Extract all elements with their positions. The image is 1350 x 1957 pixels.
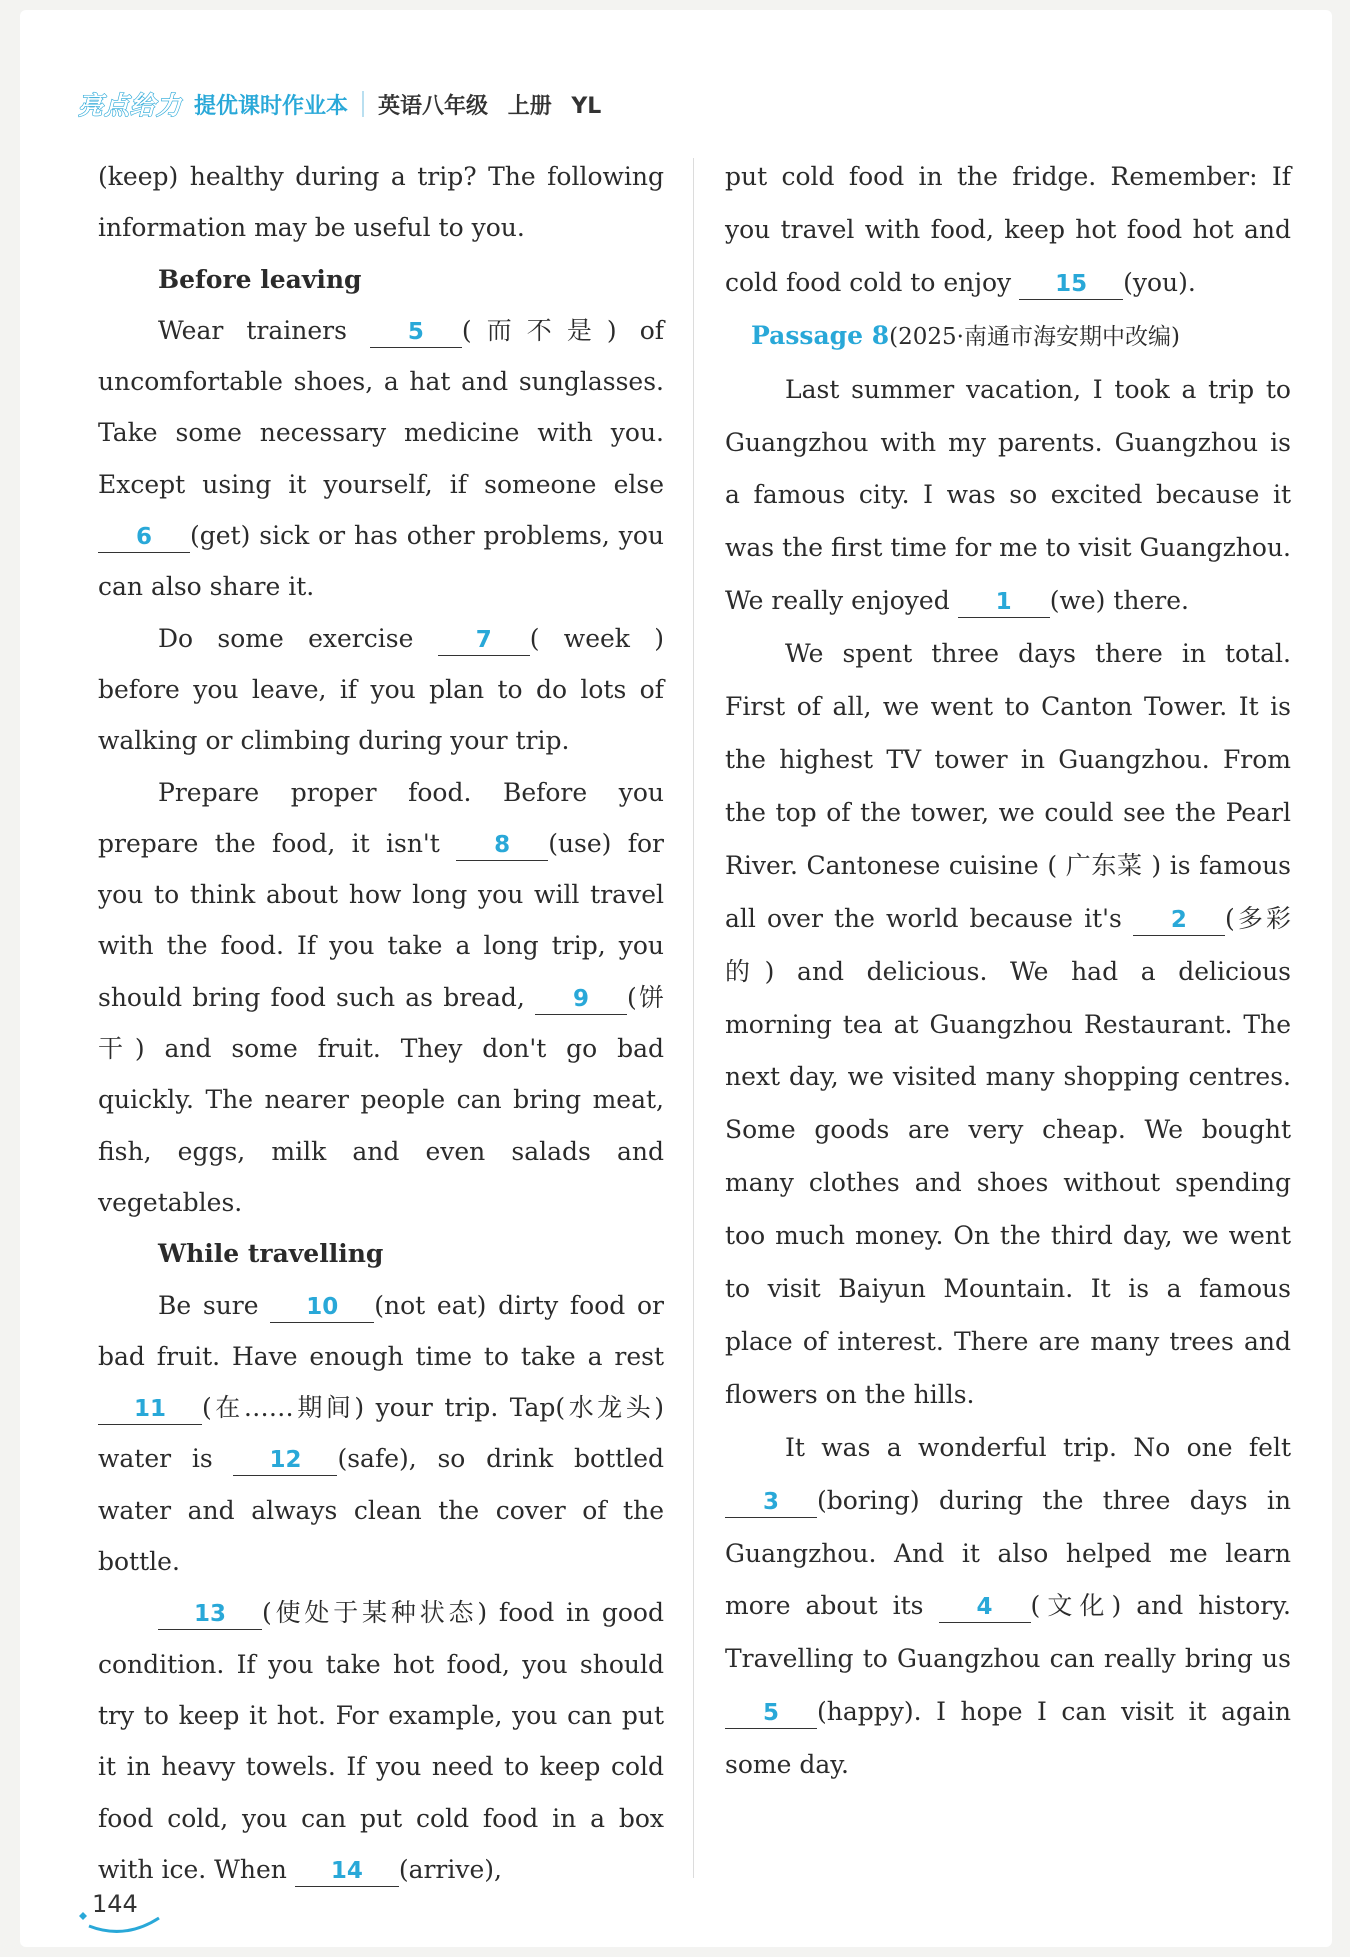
passage-source: (2025·南通市海安期中改编) (889, 323, 1180, 350)
answer-blank[interactable]: 13 (158, 1598, 262, 1630)
answer-blank[interactable]: 10 (270, 1291, 374, 1323)
answer-blank[interactable]: 5 (370, 316, 462, 348)
paragraph: 13 (使处于某种状态) food in good condition. If you take hot food, you should try to keep it hot. For example, you can put it in heavy towels. If you need to keep cold food cold, you can put cold food in a box with ice. When 14 (arrive), (98, 1587, 664, 1895)
page-header (78, 86, 601, 122)
answer-blank[interactable]: 8 (456, 829, 548, 861)
page-number: 144 (92, 1890, 138, 1918)
left-column (98, 151, 664, 1895)
answer-blank[interactable]: 15 (1019, 268, 1123, 300)
answer-blank[interactable]: 3 (725, 1486, 817, 1518)
paragraph: Prepare proper food. Before you prepare the food, it isn't 8 (use) for you to think about how long you will travel with the food. If you take a long trip, you should bring food such as bread, 9 (饼干) and some fruit. They don't go bad quickly. The nearer people can bring meat, fish, eggs, milk and even salads and vegetables. (98, 777, 665, 1217)
series-title: 提优课时作业本 (194, 93, 349, 119)
paragraph: Wear trainers 5 (而不是) of uncomfortable shoes, a hat and sunglasses. Take some necessary medicine with you. Except using it yourself, if someone else 6 (get) sick or has other problems, you can also share it. (98, 315, 665, 602)
header-divider (362, 91, 364, 117)
paragraph: Be sure 10 (not eat) dirty food or bad fruit. Have enough time to take a rest 11 (在……期间) your trip. Tap(水龙头) water is 12 (safe), so drink bottled water and always clean the cover of the bottle. (98, 1290, 664, 1577)
paragraph: Last summer vacation, I took a trip to Guangzhou with my parents. Guangzhou is a famous city. I was so excited because it was the first time for me to visit Guangzhou. We really enjoyed 1 (we) there. (725, 364, 1291, 629)
answer-blank[interactable]: 14 (295, 1855, 399, 1887)
answer-blank[interactable]: 5 (725, 1697, 817, 1729)
answer-blank[interactable]: 7 (438, 624, 530, 656)
section-heading: Before leaving (158, 264, 362, 294)
paragraph: We spent three days there in total. First of all, we went to Canton Tower. It is the highest TV tower in Guangzhou. From the top of the tower, we could see the Pearl River. Cantonese cuisine ( 广东菜 ) is famous all over the world because it's 2 (多彩的) and delicious. We had a delicious morning tea at Guangzhou Restaurant. The next day, we visited many shopping centres. Some goods are very cheap. We bought many clothes and shoes without spending too much money. On the third day, we went to visit Baiyun Mountain. It is a famous place of interest. There are many trees and flowers on the hills. (725, 639, 1291, 1409)
brand-logo: 亮点给力 (78, 91, 183, 120)
answer-blank[interactable]: 4 (939, 1591, 1031, 1623)
page (20, 10, 1332, 1947)
answer-blank[interactable]: 12 (233, 1444, 337, 1476)
paragraph: (keep) healthy during a trip? The following information may be useful to you. (98, 162, 664, 243)
subject-label: 英语八年级 上册 YL (378, 93, 602, 119)
section-heading: While travelling (158, 1239, 384, 1269)
answer-blank[interactable]: 9 (535, 983, 627, 1015)
answer-blank[interactable]: 2 (1133, 904, 1225, 936)
passage-heading (725, 310, 1291, 364)
answer-blank[interactable]: 11 (98, 1393, 202, 1425)
paragraph: put cold food in the fridge. Remember: If you travel with food, keep hot food hot and cold food cold to enjoy 15 (you). (725, 151, 1291, 310)
paragraph: Do some exercise 7 ( week ) before you leave, if you plan to do lots of walking or climbing during your trip. (98, 623, 665, 756)
paragraph: It was a wonderful trip. No one felt 3 (boring) during the three days in Guangzhou. And it also helped me learn more about its 4 (文化) and history. Travelling to Guangzhou can really bring us 5 (happy). I hope I can visit it again some day. (725, 1432, 1291, 1780)
right-column (725, 151, 1291, 1792)
column-divider (693, 158, 694, 1878)
answer-blank[interactable]: 6 (98, 521, 190, 553)
answer-blank[interactable]: 1 (958, 586, 1050, 618)
passage-label: Passage 8 (751, 320, 890, 350)
